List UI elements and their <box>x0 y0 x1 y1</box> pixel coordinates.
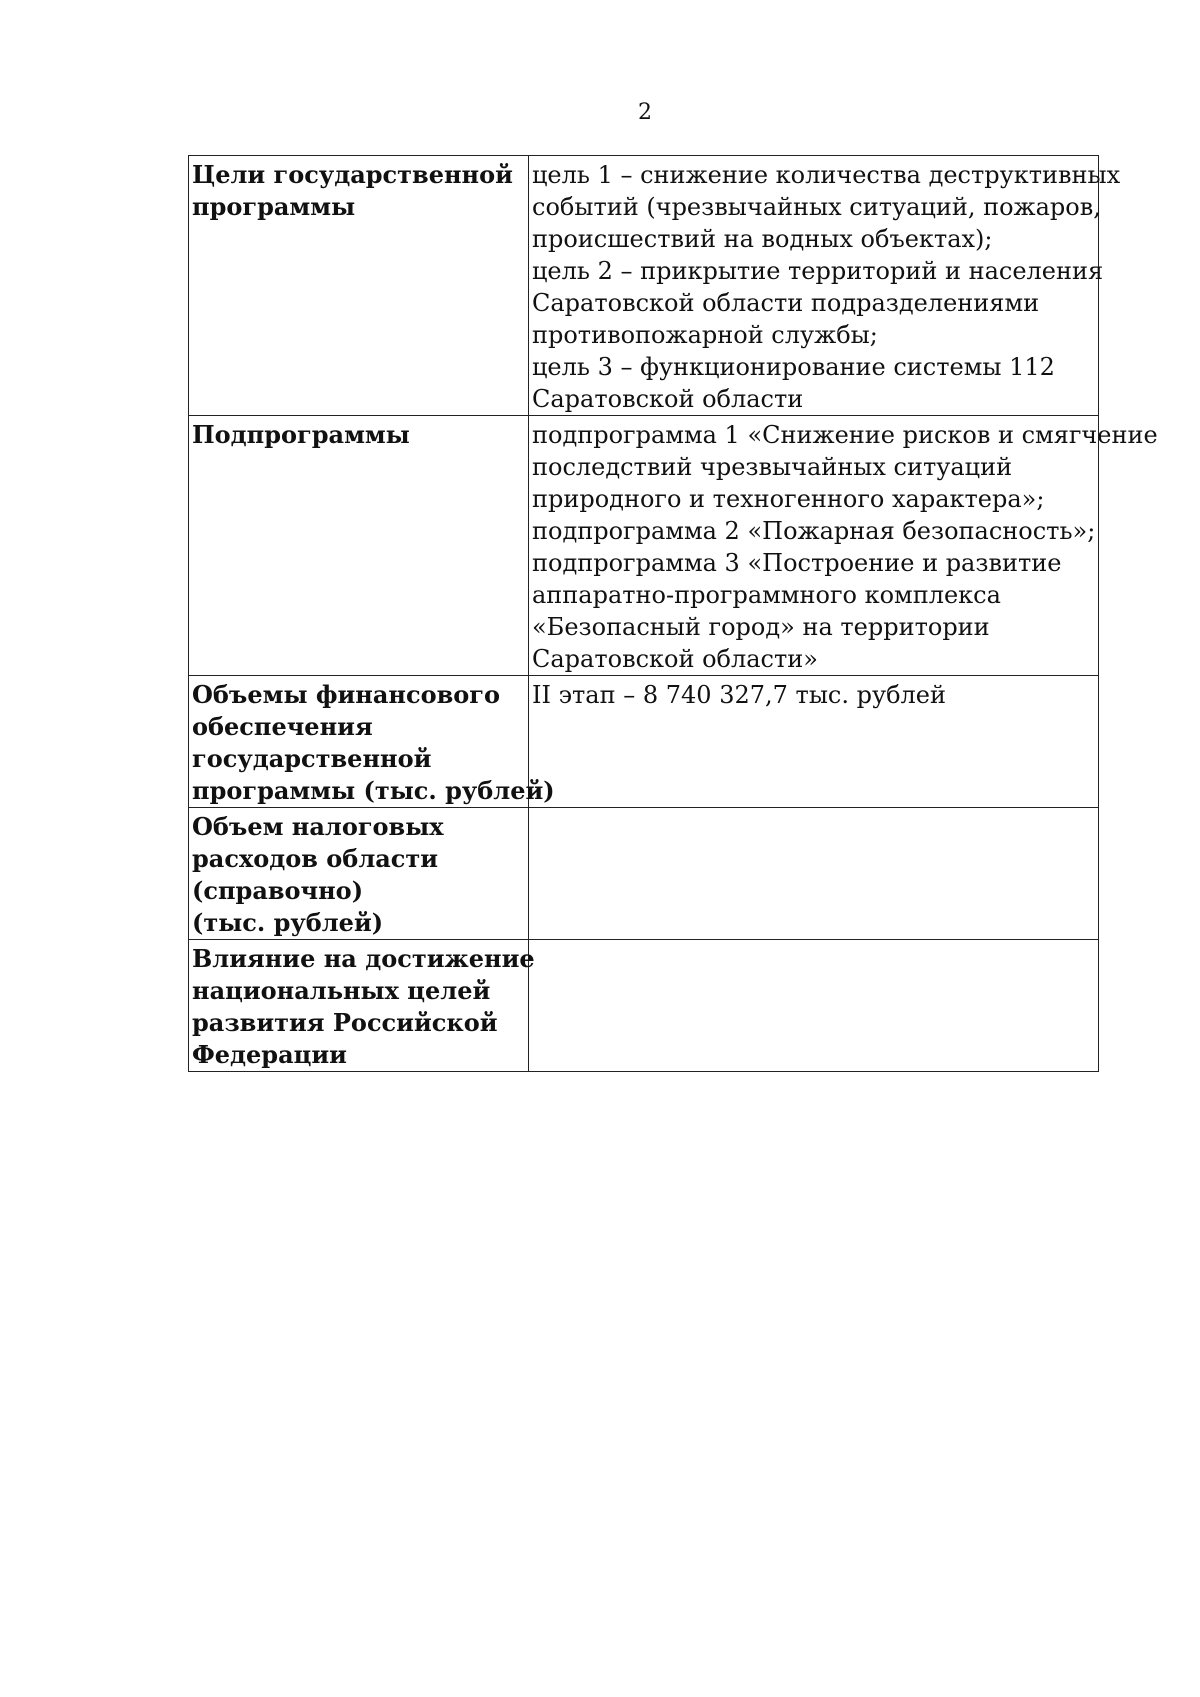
table-row-finance <box>189 676 1099 808</box>
value-line: последствий чрезвычайных ситуаций <box>532 453 1013 481</box>
page-number: 2 <box>638 100 652 125</box>
value-line: «Безопасный город» на территории <box>532 613 990 641</box>
label-line: развития Российской <box>192 1008 498 1037</box>
row-label-subprograms <box>189 416 529 676</box>
row-value-finance <box>529 676 1099 808</box>
value-line: цель 1 – снижение количества деструктивных <box>532 161 1121 189</box>
program-passport-table <box>188 155 1158 1072</box>
value-line: подпрограмма 1 «Снижение рисков и смягчение <box>532 421 1158 449</box>
label-line: обеспечения <box>192 712 373 741</box>
value-line: подпрограмма 2 «Пожарная безопасность»; <box>532 517 1096 545</box>
table-row-tax-expenses <box>189 808 1099 940</box>
label-line: (тыс. рублей) <box>192 908 384 937</box>
label-line: Объем налоговых <box>192 812 444 841</box>
row-label-goals <box>189 156 529 416</box>
row-label-national-goals <box>189 940 535 1072</box>
row-value-national-goals <box>529 940 1099 1072</box>
label-line: Цели государственной <box>192 160 513 189</box>
value-line: противопожарной службы; <box>532 321 878 349</box>
value-line: аппаратно-программного комплекса <box>532 581 1001 609</box>
value-line: цель 3 – функционирование системы 112 <box>532 353 1055 381</box>
row-label-finance <box>189 676 555 808</box>
value-line: подпрограмма 3 «Построение и развитие <box>532 549 1062 577</box>
label-line: Влияние на достижение <box>192 944 535 973</box>
value-line: II этап – 8 740 327,7 тыс. рублей <box>532 681 946 709</box>
label-line: программы <box>192 192 356 221</box>
row-value-goals <box>529 156 1121 416</box>
row-label-tax-expenses <box>189 808 529 940</box>
value-line: Саратовской области <box>532 385 804 413</box>
table-row-goals <box>189 156 1099 416</box>
label-line: расходов области <box>192 844 439 873</box>
label-line: государственной <box>192 744 432 773</box>
label-line: национальных целей <box>192 976 491 1005</box>
value-line: происшествий на водных объектах); <box>532 225 993 253</box>
table-row-subprograms <box>189 416 1099 676</box>
label-line: Подпрограммы <box>192 420 410 449</box>
row-value-subprograms <box>529 416 1158 676</box>
label-line: программы (тыс. рублей) <box>192 776 555 805</box>
label-line: (справочно) <box>192 876 364 905</box>
value-line: природного и техногенного характера»; <box>532 485 1045 513</box>
value-line: событий (чрезвычайных ситуаций, пожаров, <box>532 193 1101 221</box>
value-line: цель 2 – прикрытие территорий и населения <box>532 257 1104 285</box>
label-line: Объемы финансового <box>192 680 501 709</box>
value-line: Саратовской области» <box>532 645 818 673</box>
table-row-national-goals <box>189 940 1099 1072</box>
value-line: Саратовской области подразделениями <box>532 289 1040 317</box>
label-line: Федерации <box>192 1040 347 1069</box>
row-value-tax-expenses <box>529 808 1099 940</box>
